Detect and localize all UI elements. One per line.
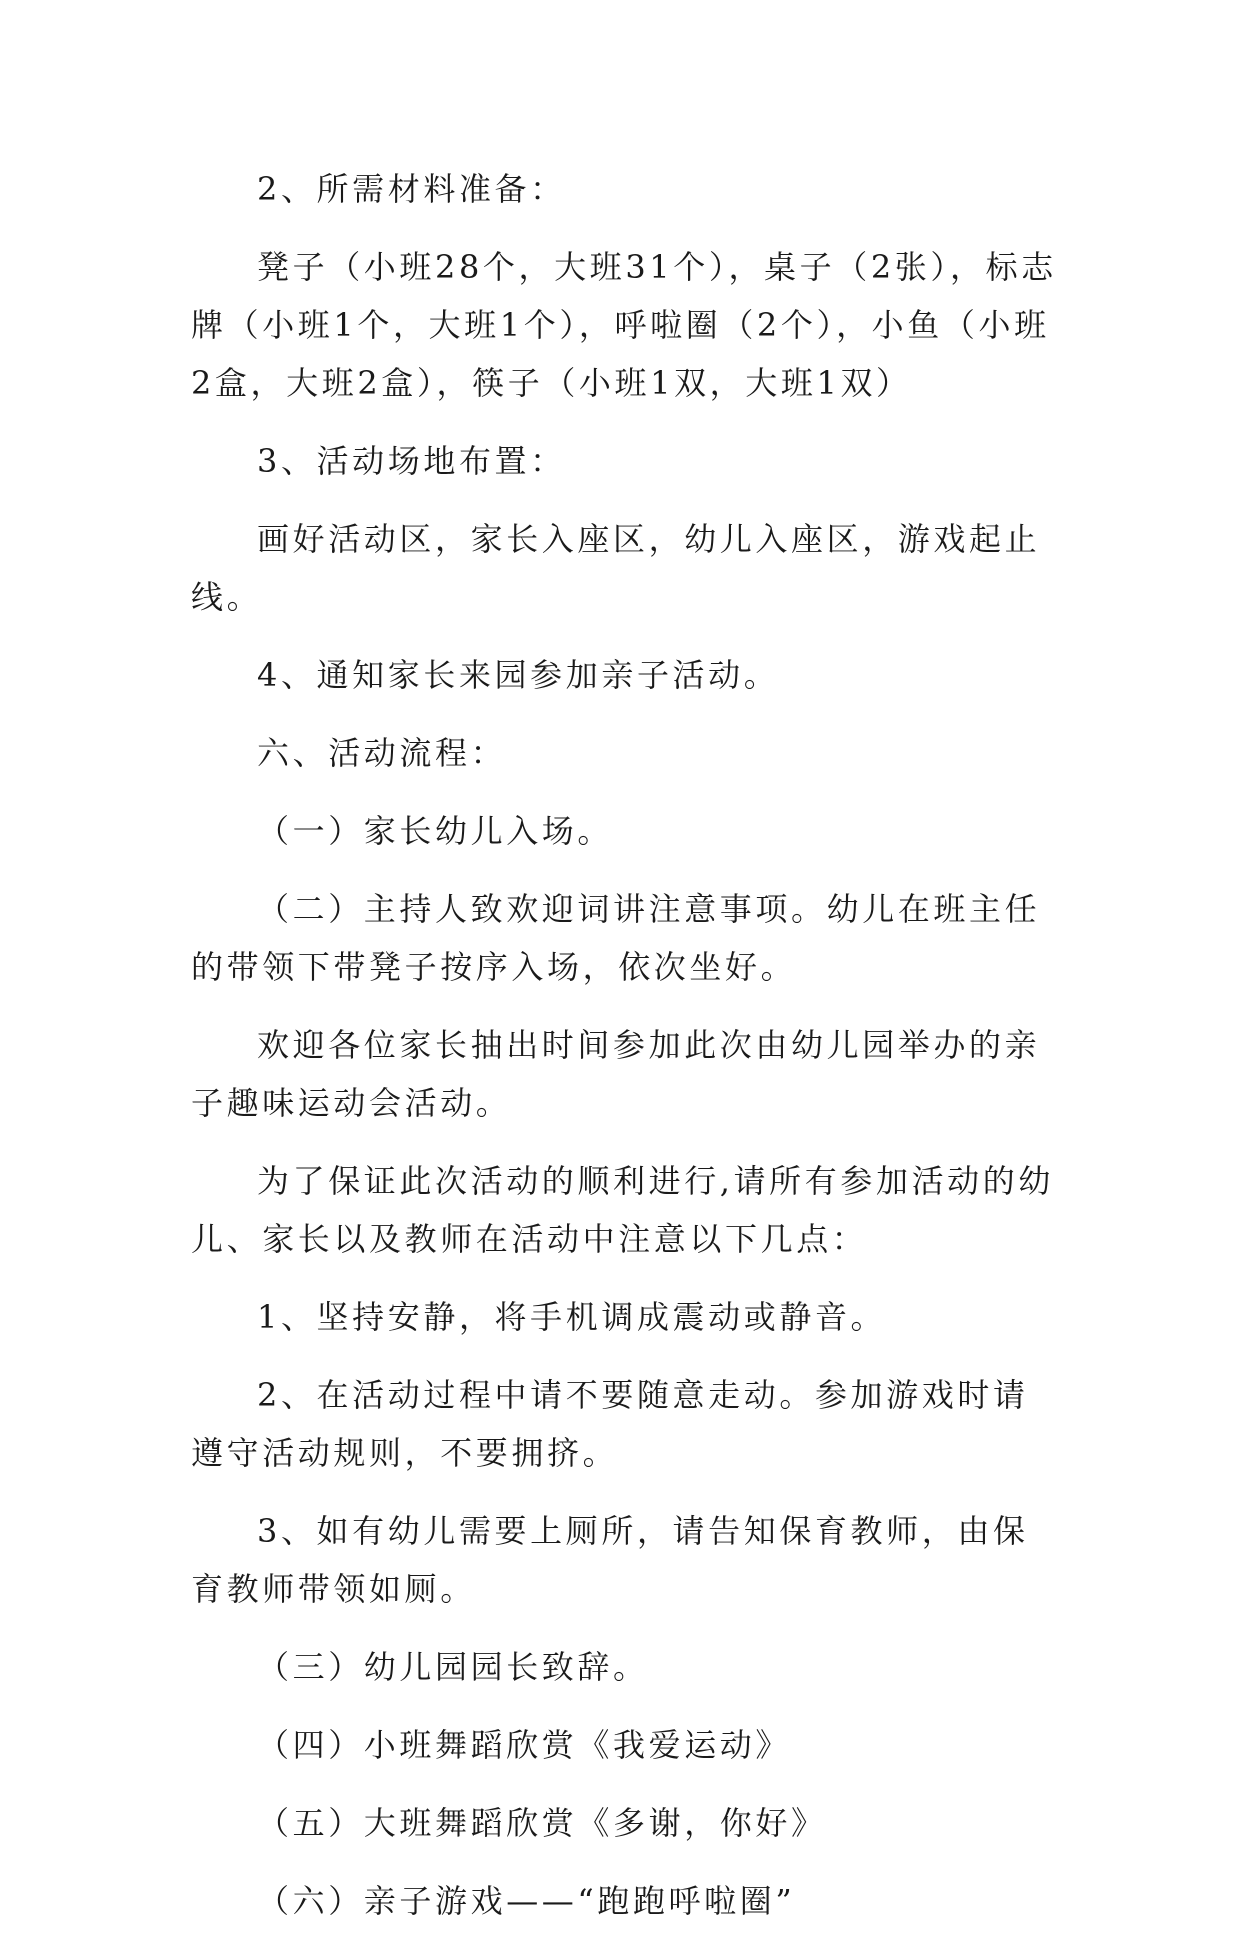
paragraph-venue-heading: 3、活动场地布置：: [257, 442, 566, 480]
paragraph-step-6: （六）亲子游戏——“跑跑呼啦圈”: [257, 1882, 796, 1920]
paragraph-process-heading: 六、活动流程：: [257, 734, 507, 772]
paragraph-step-2: （二）主持人致欢迎词讲注意事项。幼儿在班主任的带领下带凳子按序入场，依次坐好。: [191, 890, 1041, 986]
paragraph-step-1: （一）家长幼儿入场。: [257, 812, 614, 850]
paragraph-venue-layout: 画好活动区，家长入座区，幼儿入座区，游戏起止线。: [191, 520, 1041, 616]
paragraph-step-5: （五）大班舞蹈欣赏《多谢，你好》: [257, 1804, 827, 1842]
paragraph-notice-3: 3、如有幼儿需要上厕所，请告知保育教师，由保育教师带领如厕。: [191, 1512, 1029, 1608]
paragraph-welcome: 欢迎各位家长抽出时间参加此次由幼儿园举办的亲子趣味运动会活动。: [191, 1026, 1041, 1122]
paragraph-notify-parents: 4、通知家长来园参加亲子活动。: [257, 656, 780, 694]
document-body: [191, 160, 1061, 1950]
paragraph-step-4: （四）小班舞蹈欣赏《我爱运动》: [257, 1726, 792, 1764]
paragraph-notice-1: 1、坚持安静，将手机调成震动或静音。: [257, 1298, 887, 1336]
paragraph-notice-2: 2、在活动过程中请不要随意走动。参加游戏时请遵守活动规则，不要拥挤。: [191, 1376, 1029, 1472]
paragraph-materials-heading: 2、所需材料准备：: [257, 170, 566, 208]
paragraph-materials-list: 凳子（小班28个，大班31个），桌子（2张），标志牌（小班1个，大班1个），呼啦圈（2个），小鱼（小班2盒，大班2盒），筷子（小班1双，大班1双）: [191, 248, 1057, 402]
paragraph-notice-intro: 为了保证此次活动的顺利进行,请所有参加活动的幼儿、家长以及教师在活动中注意以下几点：: [191, 1162, 1054, 1258]
paragraph-step-3: （三）幼儿园园长致辞。: [257, 1648, 649, 1686]
